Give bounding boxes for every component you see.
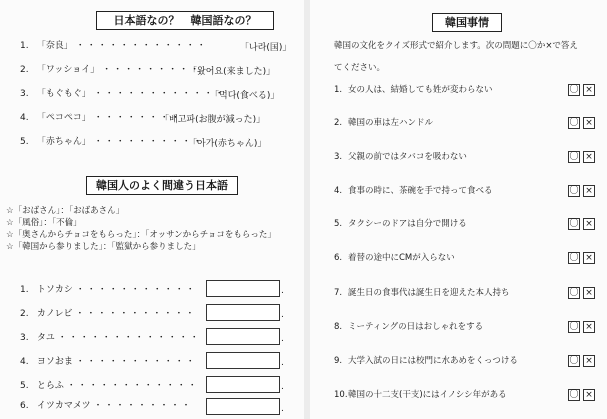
katakana-number: 4. — [20, 357, 29, 367]
circle-answer-box[interactable]: 〇 — [569, 253, 579, 263]
vocab-row — [20, 40, 208, 52]
vocab-number: 5. — [20, 137, 29, 147]
circle-answer-box[interactable]: 〇 — [569, 356, 579, 366]
katakana-row — [20, 400, 193, 412]
katakana-word: タユ — [36, 333, 55, 343]
leader-dots: ・・・・・・・・・・・・ — [75, 41, 208, 51]
cross-answer-box[interactable]: × — [583, 252, 595, 264]
leader-dots: ・・・・・・・・・・ — [93, 137, 204, 147]
katakana-number: 2. — [20, 309, 29, 319]
answer-box[interactable] — [206, 328, 280, 345]
vocab-number: 4. — [20, 113, 29, 123]
section-title-korean-mistakes: 韓国人のよく間違う日本語 — [86, 176, 238, 195]
vocab-word: 「ワッショイ」 — [36, 65, 100, 75]
cross-answer-box[interactable]: × — [583, 287, 595, 299]
leader-dots: ・・・・・・・・・ — [93, 401, 193, 411]
vocab-row — [20, 88, 226, 100]
cross-answer-box[interactable]: × — [583, 389, 595, 401]
vocab-number: 3. — [20, 89, 29, 99]
katakana-number: 5. — [20, 381, 29, 391]
vocab-row — [20, 64, 201, 76]
question-text: ミーティングの日はおしゃれをする — [348, 322, 484, 332]
answer-box[interactable] — [206, 280, 280, 297]
vocab-number: 1. — [20, 41, 29, 51]
question-number: 10. — [334, 390, 348, 400]
vocab-answer: 「배고파(お腹が減った)」 — [160, 115, 266, 125]
question-text: 誕生日の食事代は誕生日を迎えた本人持ち — [348, 288, 510, 298]
mistake-item: ☆「韓国から参りました」：「監獄から参りました」 — [6, 242, 201, 252]
vocab-answer: 「아가(赤ちゃん)」 — [188, 139, 267, 149]
cross-answer-box[interactable]: × — [583, 321, 595, 333]
vocab-answer: 「먹다(食べる)」 — [210, 91, 280, 101]
mistake-item: ☆「奥さんからチョコをもらった」：「オッサンからチョコをもらった」 — [6, 230, 276, 240]
cross-answer-box[interactable]: × — [583, 185, 595, 197]
circle-answer-box[interactable]: 〇 — [569, 390, 579, 400]
period-mark: . — [281, 404, 284, 414]
question-text: 父親の前ではタバコを吸わない — [348, 152, 467, 162]
leader-dots: ・・・・・・・・・ — [102, 65, 202, 75]
question-number: 3. — [334, 152, 343, 162]
leader-dots: ・・・・・・・・・・・ — [75, 285, 197, 295]
answer-box[interactable] — [206, 398, 280, 415]
section-title-korea-affairs: 韓国事情 — [432, 13, 502, 32]
question-number: 2. — [334, 118, 343, 128]
katakana-row — [20, 284, 197, 296]
cross-answer-box[interactable]: × — [583, 151, 595, 163]
circle-answer-box[interactable]: 〇 — [569, 118, 579, 128]
vocab-word: 「奈良」 — [36, 41, 73, 51]
period-mark: . — [281, 382, 284, 392]
answer-box[interactable] — [206, 376, 280, 393]
question-text: 韓国の車は左ハンドル — [348, 118, 434, 128]
katakana-word: トソカシ — [36, 285, 73, 295]
circle-answer-box[interactable]: 〇 — [569, 152, 579, 162]
katakana-number: 6. — [20, 401, 29, 411]
answer-box[interactable] — [206, 352, 280, 369]
question-text: 着替の途中にCMが入らない — [348, 253, 455, 263]
question-text: 食事の時に、茶碗を手で持って食べる — [348, 186, 493, 196]
vocab-answer: 「나라(国)」 — [240, 43, 292, 53]
leader-dots: ・・・・・・・・・・・・・ — [57, 333, 201, 343]
katakana-word: とらふ — [36, 381, 64, 391]
question-number: 7. — [334, 288, 343, 298]
vocab-word: 「赤ちゃん」 — [36, 137, 91, 147]
question-text: 大学入試の日には校門に水あめをくっつける — [348, 356, 518, 366]
question-number: 4. — [334, 186, 343, 196]
leader-dots: ・・・・・・・・・・・・ — [66, 381, 199, 391]
question-number: 1. — [334, 85, 343, 95]
vocab-number: 2. — [20, 65, 29, 75]
mistake-item: ☆「おばさん」：「おばあさん」 — [6, 206, 125, 216]
question-number: 9. — [334, 356, 343, 366]
katakana-number: 3. — [20, 333, 29, 343]
leader-dots: ・・・・・・・・ — [93, 113, 182, 123]
period-mark: . — [281, 334, 284, 344]
katakana-row — [20, 356, 197, 368]
leader-dots: ・・・・・・・・・・・・ — [93, 89, 226, 99]
vocab-answer: 「왔어요(来ました)」 — [188, 67, 276, 77]
question-text: 女の人は、結婚しても姓が変わらない — [348, 85, 493, 95]
leader-dots: ・・・・・・・・・・・ — [75, 309, 197, 319]
cross-answer-box[interactable]: × — [583, 84, 595, 96]
quiz-instructions-cont: てください。 — [334, 63, 386, 73]
circle-answer-box[interactable]: 〇 — [569, 219, 579, 229]
question-number: 8. — [334, 322, 343, 332]
quiz-instructions: 韓国の文化をクイズ形式で紹介します。次の問題に〇か×で答え — [334, 41, 578, 51]
leader-dots: ・・・・・・・・・・・ — [75, 357, 197, 367]
circle-answer-box[interactable]: 〇 — [569, 322, 579, 332]
question-number: 5. — [334, 219, 343, 229]
katakana-number: 1. — [20, 285, 29, 295]
circle-answer-box[interactable]: 〇 — [569, 186, 579, 196]
question-text: 韓国の十二支(干支)にはイノシシ年がある — [348, 390, 507, 400]
cross-answer-box[interactable]: × — [583, 117, 595, 129]
circle-answer-box[interactable]: 〇 — [569, 288, 579, 298]
vocab-row — [20, 136, 204, 148]
katakana-row — [20, 332, 201, 344]
katakana-word: カノレビ — [36, 309, 73, 319]
vocab-word: 「ペコペコ」 — [36, 113, 91, 123]
cross-answer-box[interactable]: × — [583, 355, 595, 367]
question-text: タクシーのドアは自分で開ける — [348, 219, 467, 229]
cross-answer-box[interactable]: × — [583, 218, 595, 230]
period-mark: . — [281, 310, 284, 320]
period-mark: . — [281, 286, 284, 296]
question-number: 6. — [334, 253, 343, 263]
katakana-word: ヨソおま — [36, 357, 73, 367]
mistake-item: ☆「風俗」：「不倫」 — [6, 218, 82, 228]
right-page — [310, 0, 607, 419]
answer-box[interactable] — [206, 304, 280, 321]
vocab-row — [20, 112, 182, 124]
katakana-word: イツカマメツ — [36, 401, 91, 411]
section-title-japanese-or-korean: 日本語なの？ 韓国語なの？ — [96, 11, 274, 30]
katakana-row — [20, 380, 199, 392]
circle-answer-box[interactable]: 〇 — [569, 85, 579, 95]
katakana-row — [20, 308, 196, 320]
vocab-word: 「もぐもぐ」 — [36, 89, 91, 99]
period-mark: . — [281, 358, 284, 368]
